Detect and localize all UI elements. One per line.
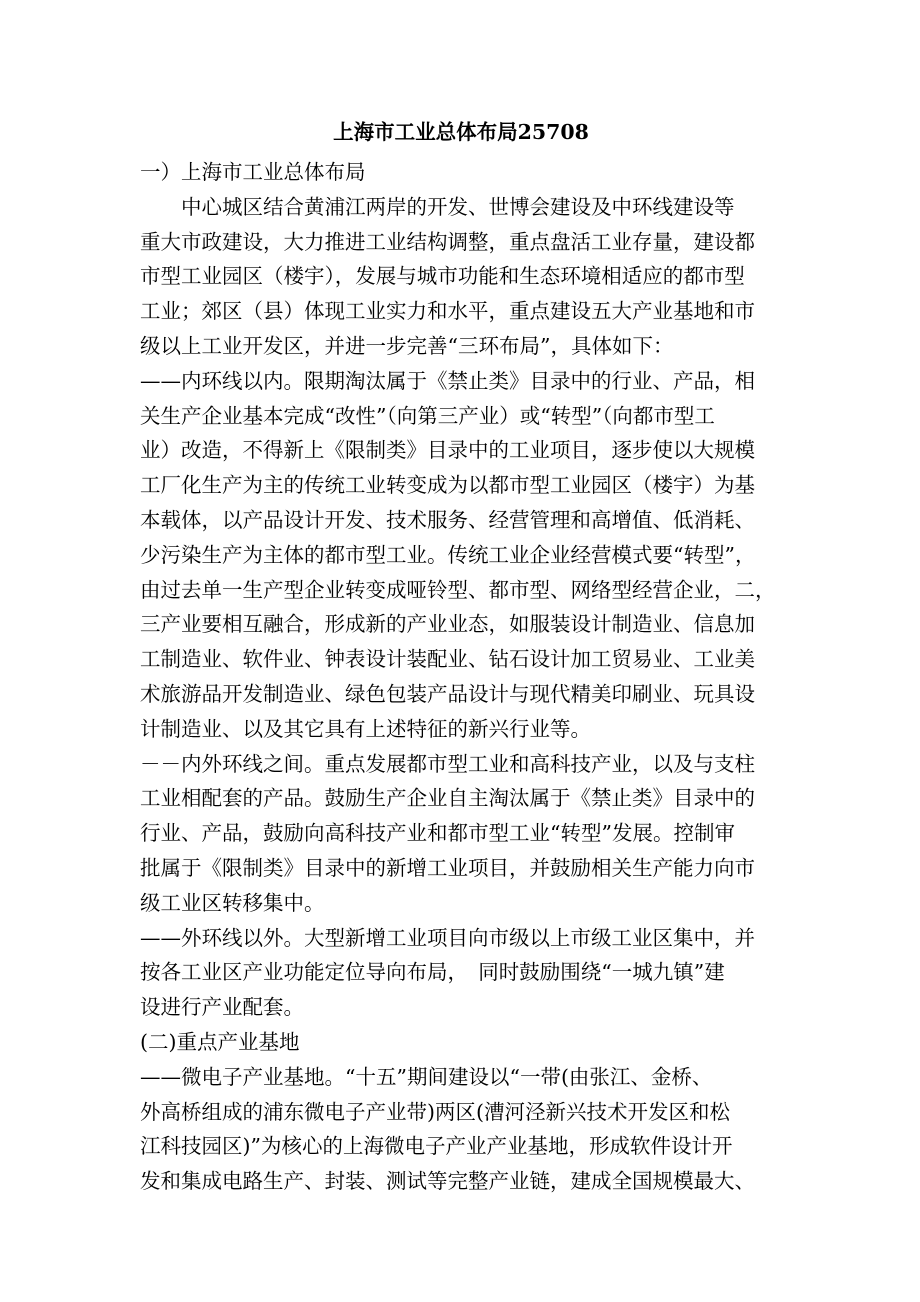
document-page: [140, 115, 782, 1199]
text-line: 由过去单一生产型企业转变成哑铃型、都市型、网络型经营企业，二，: [140, 577, 776, 602]
text-line: 行业、产品，鼓励向高科技产业和都市型工业“转型”发展。控制审: [140, 821, 735, 846]
text-line: 工业；郊区（县）体现工业实力和水平，重点建设五大产业基地和市: [140, 299, 755, 324]
document-body: [140, 155, 782, 1199]
text-line: 工业相配套的产品。鼓励生产企业自主淘汰属于《禁止类》目录中的: [140, 786, 755, 811]
text-line: 级工业区转移集中。: [140, 890, 325, 915]
text-line: 计制造业、以及其它具有上述特征的新兴行业等。: [140, 716, 591, 741]
text-line: 发和集成电路生产、封装、测试等完整产业链，建成全国规模最大、: [140, 1169, 755, 1194]
text-line: ——内环线以内。限期淘汰属于《禁止类》目录中的行业、产品，相: [140, 368, 755, 393]
text-line: 按各工业区产业功能定位导向布局， 同时鼓励围绕“一城九镇”建: [140, 960, 725, 985]
text-line: 批属于《限制类》目录中的新增工业项目，并鼓励相关生产能力向市: [140, 855, 755, 880]
text-line: 级以上工业开发区，并进一步完善“三环布局”，具体如下：: [140, 333, 674, 358]
text-line: 工厂化生产为主的传统工业转变成为以都市型工业园区（楼宇）为基: [140, 473, 755, 498]
text-line: 业）改造，不得新上《限制类》目录中的工业项目，逐步使以大规模: [140, 438, 755, 463]
document-title: 上海市工业总体布局25708: [333, 120, 589, 144]
text-line: 术旅游品开发制造业、绿色包装产品设计与现代精美印刷业、玩具设: [140, 681, 755, 706]
text-line: 三产业要相互融合，形成新的产业业态，如服装设计制造业、信息加: [140, 612, 755, 637]
text-line: 关生产企业基本完成“改性”（向第三产业）或“转型”（向都市型工: [140, 403, 715, 428]
text-line: 工制造业、软件业、钟表设计装配业、钻石设计加工贸易业、工业美: [140, 647, 755, 672]
text-line: 重大市政建设，大力推进工业结构调整，重点盘活工业存量，建设都: [140, 229, 755, 254]
text-line: ——外环线以外。大型新增工业项目向市级以上市级工业区集中，并: [140, 925, 755, 950]
text-line: 外高桥组成的浦东微电子产业带)两区(漕河泾新兴技术开发区和松: [140, 1099, 730, 1124]
text-line: 少污染生产为主体的都市型工业。传统工业企业经营模式要“转型”，: [140, 542, 756, 567]
text-line: 江科技园区)”为核心的上海微电子产业产业基地，形成软件设计开: [140, 1134, 733, 1159]
text-line: 市型工业园区（楼宇），发展与城市功能和生态环境相适应的都市型: [140, 264, 745, 289]
text-line: 本载体，以产品设计开发、技术服务、经营管理和高增值、低消耗、: [140, 507, 755, 532]
text-line: ——微电子产业基地。“十五”期间建设以“一带(由张江、金桥、: [140, 1064, 713, 1089]
text-line: 一）上海市工业总体布局: [140, 160, 366, 184]
text-line: －－内外环线之间。重点发展都市型工业和高科技产业，以及与支柱: [140, 751, 755, 776]
text-line: 设进行产业配套。: [140, 995, 304, 1020]
text-line: 中心城区结合黄浦江两岸的开发、世博会建设及中环线建设等: [140, 194, 735, 219]
text-line: (二)重点产业基地: [140, 1029, 300, 1054]
